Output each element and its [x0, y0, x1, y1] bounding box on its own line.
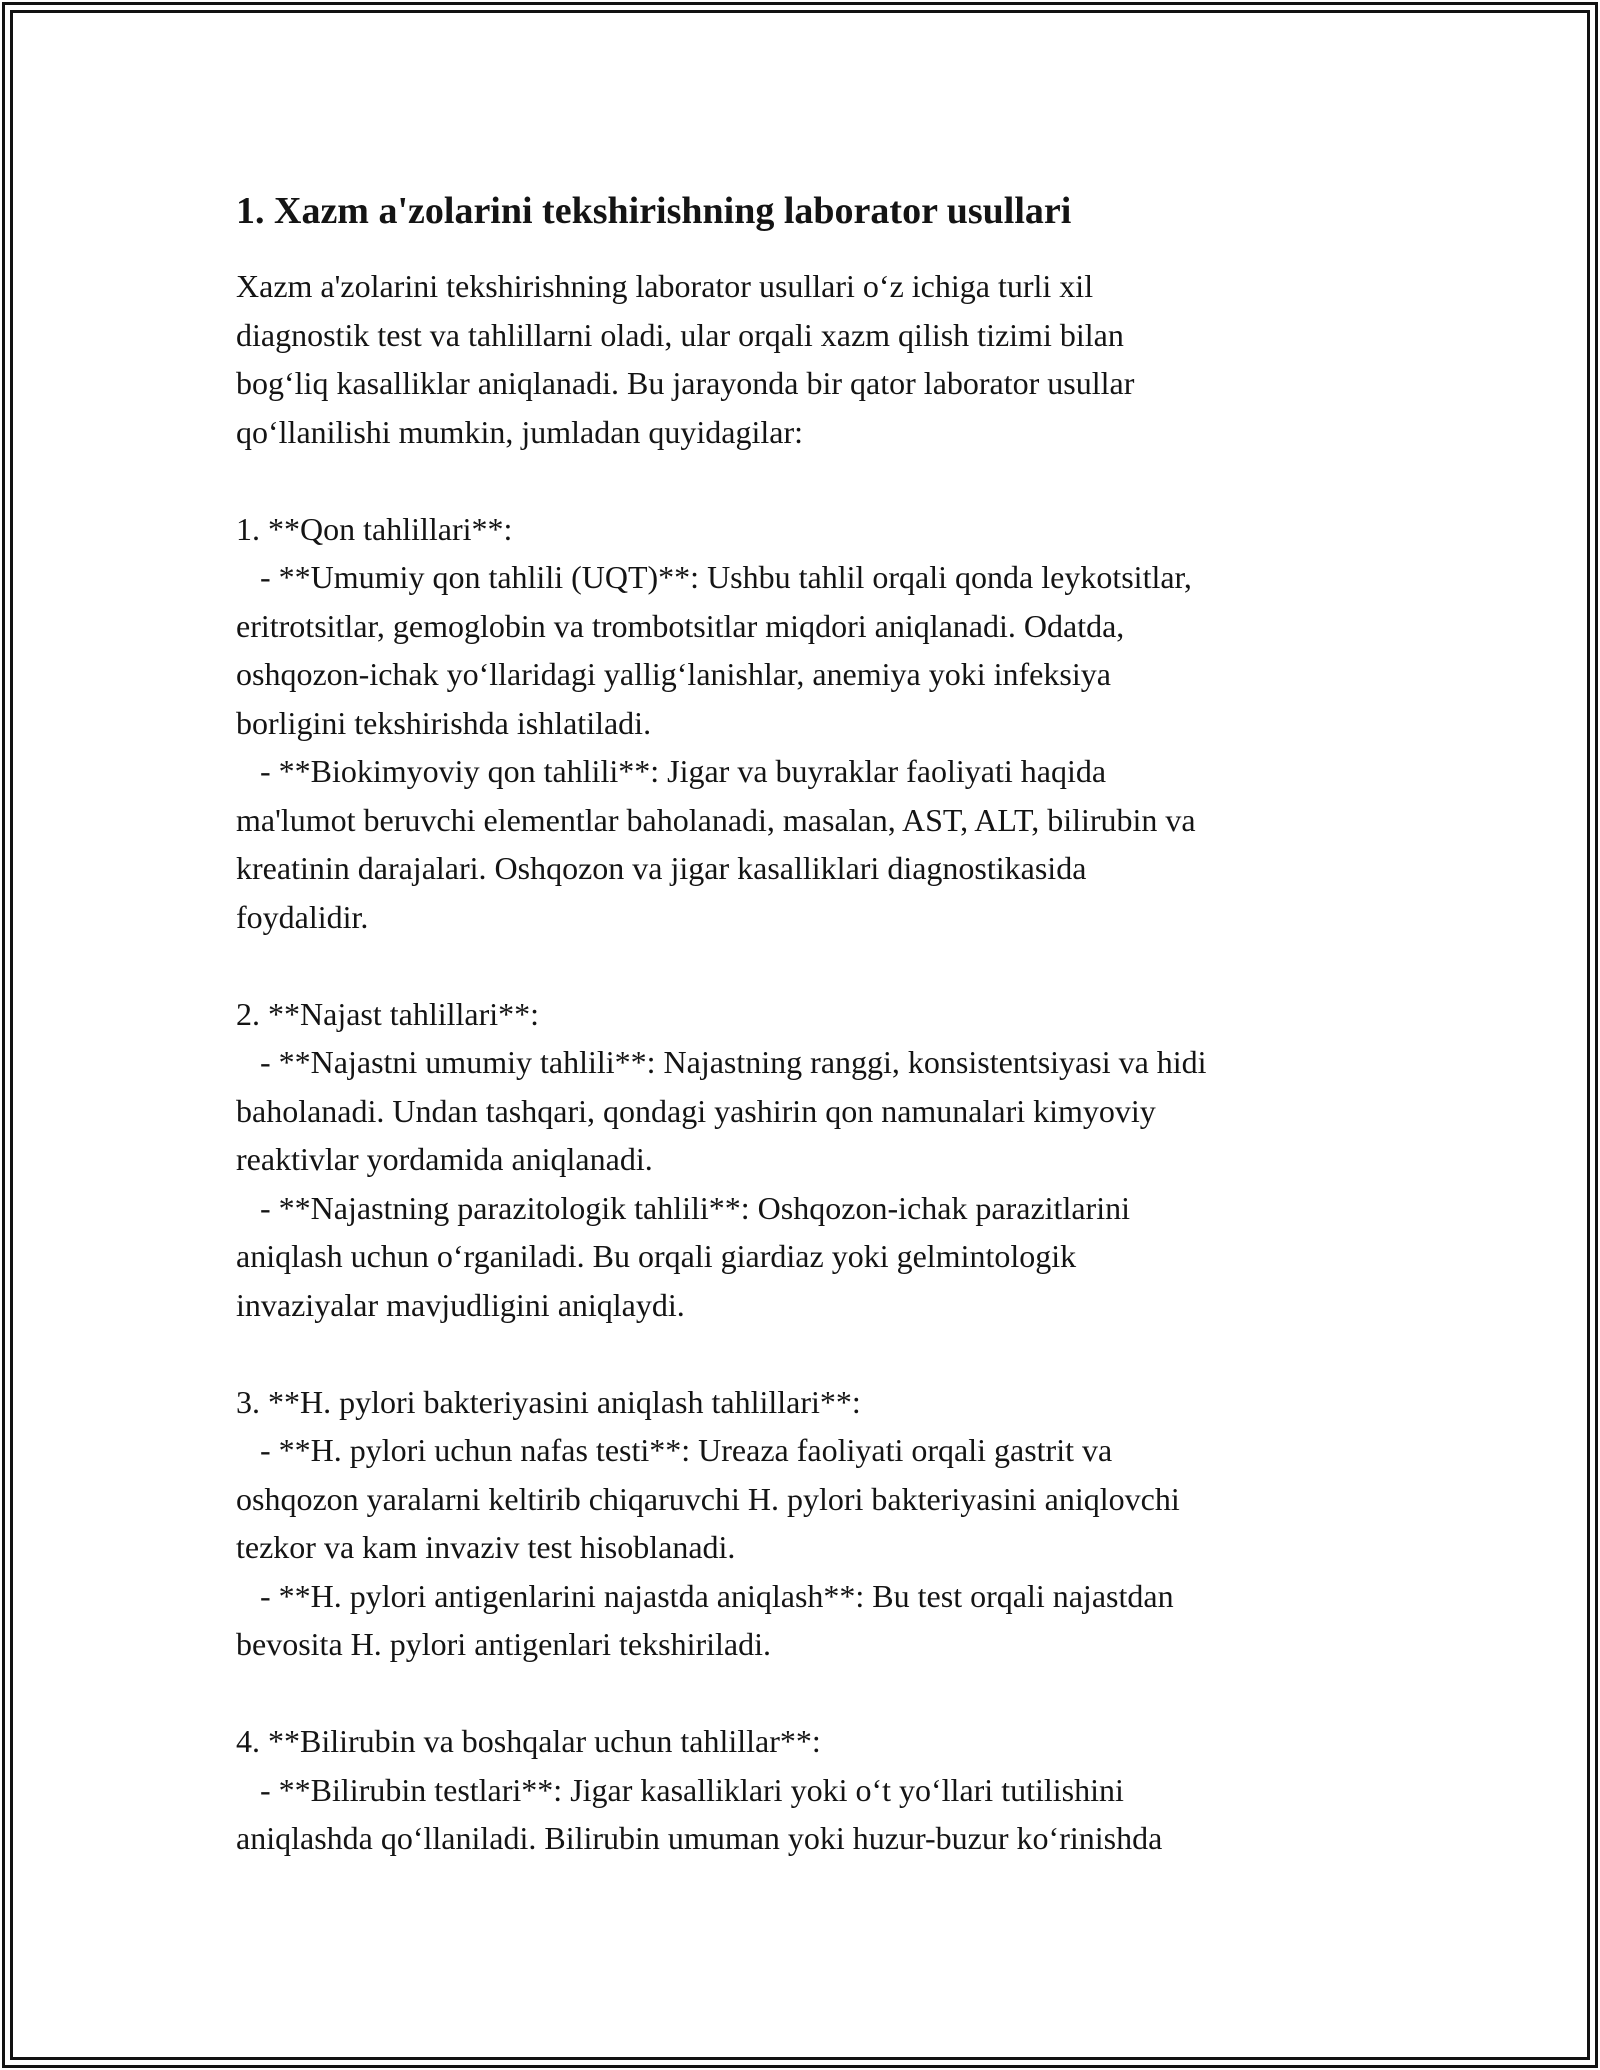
text-line: - **H. pylori antigenlarini najastda aniqlash**: Bu test orqali najastdan — [236, 1577, 1174, 1614]
text-line: ma'lumot beruvchi elementlar baholanadi, masalan, AST, ALT, bilirubin va — [236, 801, 1196, 838]
text-line: baholanadi. Undan tashqari, qondagi yashirin qon namunalari kimyoviy — [236, 1092, 1156, 1129]
text-line: foydalidir. — [236, 898, 369, 935]
blank-line — [236, 1329, 1366, 1378]
blank-line — [236, 456, 1366, 505]
text-line: bevosita H. pylori antigenlari tekshiriladi. — [236, 1626, 771, 1662]
text-line: aniqlashda qo‘llaniladi. Bilirubin umuman yoki huzur-buzur ko‘rinishda — [236, 1820, 1163, 1856]
document-text — [236, 262, 1366, 1863]
text-line: - **Najastni umumiy tahlili**: Najastning ranggi, konsistentsiyasi va hidi — [236, 1044, 1207, 1080]
text-line: borligini tekshirishda ishlatiladi. — [236, 704, 652, 741]
text-line: bog‘liq kasalliklar aniqlanadi. Bu jarayonda bir qator laborator usullar — [236, 365, 1135, 401]
text-line: qo‘llanilishi mumkin, jumladan quyidagilar: — [236, 413, 804, 450]
text-line: reaktivlar yordamida aniqlanadi. — [236, 1141, 653, 1177]
text-line: - **Umumiy qon tahlili (UQT)**: Ushbu tahlil orqali qonda leykotsitlar, — [236, 559, 1192, 595]
blank-line — [236, 1669, 1366, 1718]
text-line: 2. **Najast tahlillari**: — [236, 995, 540, 1032]
text-line: oshqozon-ichak yo‘llaridagi yallig‘lanishlar, anemiya yoki infeksiya — [236, 656, 1111, 692]
text-line: aniqlash uchun o‘rganiladi. Bu orqali giardiaz yoki gelmintologik — [236, 1238, 1077, 1274]
text-line: - **Bilirubin testlari**: Jigar kasalliklari yoki o‘t yo‘llari tutilishini — [236, 1771, 1124, 1808]
text-line: 1. **Qon tahlillari**: — [236, 510, 513, 547]
text-line: Xazm a'zolarini tekshirishning laborator usullari o‘z ichiga turli xil — [236, 268, 1094, 304]
text-line: 3. **H. pylori bakteriyasini aniqlash tahlillari**: — [236, 1383, 861, 1420]
text-line: tezkor va kam invaziv test hisoblanadi. — [236, 1529, 736, 1565]
section-heading: 1. Xazm a'zolarini tekshirishning laborator usullari — [236, 190, 1072, 232]
text-line: - **H. pylori uchun nafas testi**: Ureaza faoliyati orqali gastrit va — [236, 1432, 1113, 1468]
text-line: kreatinin darajalari. Oshqozon va jigar kasalliklari diagnostikasida — [236, 850, 1087, 886]
text-line: eritrotsitlar, gemoglobin va trombotsitlar miqdori aniqlanadi. Odatda, — [236, 607, 1125, 644]
text-line: - **Biokimyoviy qon tahlili**: Jigar va buyraklar faoliyati haqida — [236, 753, 1107, 789]
text-line: 4. **Bilirubin va boshqalar uchun tahlillar**: — [236, 1723, 821, 1759]
document-body — [236, 186, 1366, 1863]
text-line: oshqozon yaralarni keltirib chiqaruvchi H. pylori bakteriyasini aniqlovchi — [236, 1480, 1180, 1517]
text-line: - **Najastning parazitologik tahlili**: Oshqozon-ichak parazitlarini — [236, 1189, 1130, 1226]
text-line: diagnostik test va tahlillarni oladi, ular orqali xazm qilish tizimi bilan — [236, 316, 1124, 353]
blank-line — [236, 941, 1366, 990]
text-line: invaziyalar mavjudligini aniqlaydi. — [236, 1286, 685, 1323]
